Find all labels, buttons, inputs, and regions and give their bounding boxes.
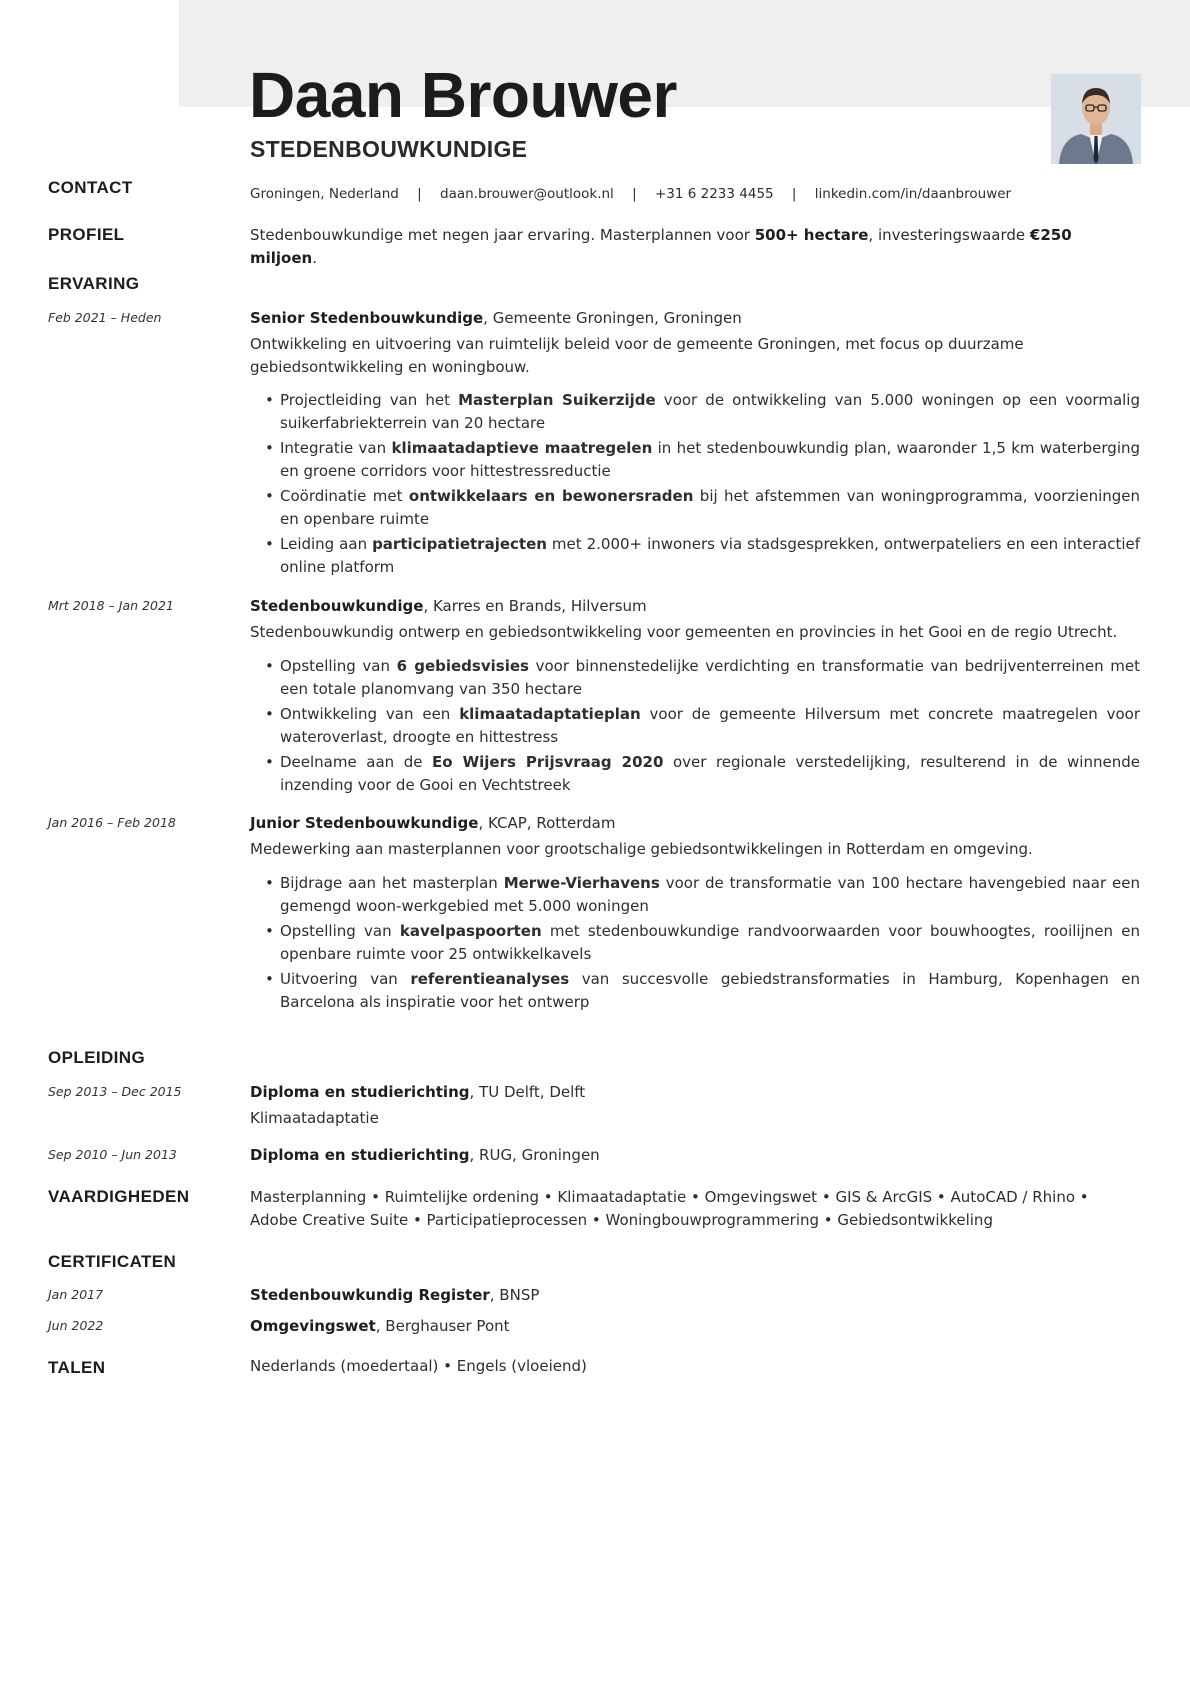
education-subject: Klimaatadaptatie bbox=[250, 1109, 379, 1127]
job-title-line bbox=[250, 814, 615, 832]
certificate-date: Jun 2022 bbox=[48, 1318, 104, 1333]
bullet-highlight: Merwe-Vierhavens bbox=[503, 874, 660, 892]
profile-highlight: 500+ hectare bbox=[754, 226, 869, 244]
bullet-icon: • bbox=[265, 705, 274, 723]
list-item bbox=[250, 485, 1140, 530]
bullet-text: Opstelling van bbox=[280, 657, 397, 675]
profile-text: Stedenbouwkundige met negen jaar ervaring. Masterplannen voor bbox=[250, 226, 755, 244]
education-date: Sep 2010 – Jun 2013 bbox=[48, 1147, 177, 1162]
bullet-text: met 2.000+ inwoners via stadsgesprekken, ontwerpateliers en een interactief online platform bbox=[280, 535, 1140, 576]
education-org: , TU Delft, Delft bbox=[469, 1083, 586, 1101]
job-title: Senior Stedenbouwkundige bbox=[250, 309, 484, 327]
bullet-highlight: Masterplan Suikerzijde bbox=[458, 391, 656, 409]
certificate-title-line bbox=[250, 1286, 539, 1304]
bullet-text: Leiding aan bbox=[280, 535, 373, 553]
bullet-text: van succesvolle gebiedstransformaties in Hamburg, Kopenhagen en Barcelona als inspiratie voor het ontwerp bbox=[280, 970, 1140, 1011]
list-item bbox=[250, 655, 1140, 700]
section-languages: TALEN bbox=[48, 1358, 106, 1377]
contact-separator: | bbox=[791, 186, 797, 202]
bullet-text: met stedenbouwkundige randvoorwaarden voor bouwhoogtes, rooilijnen en openbare ruimte voor 25 ontwikkelkavels bbox=[280, 922, 1140, 963]
contact-location: Groningen, Nederland bbox=[250, 186, 399, 202]
bullet-highlight: kavelpaspoorten bbox=[399, 922, 542, 940]
bullet-text: in het stedenbouwkundig plan, waaronder 1,5 km waterberging en groene corridors voor hittestressreductie bbox=[280, 439, 1141, 480]
list-item bbox=[250, 920, 1140, 965]
job-org: , Karres en Brands, Hilversum bbox=[423, 597, 647, 615]
bullet-text: voor de ontwikkeling van 5.000 woningen op een voormalig suikerfabriekterrein van 20 hectare bbox=[280, 391, 1140, 432]
contact-phone[interactable]: +31 6 2233 4455 bbox=[654, 186, 774, 202]
bullet-text: Deelname aan de bbox=[280, 753, 433, 771]
bullet-highlight: participatietrajecten bbox=[372, 535, 547, 553]
bullet-icon: • bbox=[265, 657, 274, 675]
job-title-line bbox=[250, 597, 647, 615]
contact-separator: | bbox=[632, 186, 637, 202]
bullet-icon: • bbox=[265, 874, 274, 892]
job-description: Ontwikkeling en uitvoering van ruimtelijk beleid voor de gemeente Groningen, met focus op duurzame gebiedsontwikkeling en woningbouw. bbox=[250, 335, 1024, 376]
bullet-text: Coördinatie met bbox=[280, 487, 409, 505]
job-title-line bbox=[250, 309, 742, 327]
bullet-text: voor de transformatie van 100 hectare havengebied naar een gemengd woon-werkgebied met 5.000 woningen bbox=[280, 874, 1140, 915]
bullet-text: bij het afstemmen van woningprogramma, voorzieningen en openbare ruimte bbox=[280, 487, 1141, 528]
education-title: Diploma en studierichting bbox=[250, 1146, 470, 1164]
contact-separator: | bbox=[417, 186, 422, 202]
bullet-icon: • bbox=[265, 753, 274, 771]
section-certificates: CERTIFICATEN bbox=[48, 1252, 177, 1271]
education-title-line bbox=[250, 1083, 585, 1101]
list-item bbox=[250, 751, 1140, 796]
job-org: , KCAP, Rotterdam bbox=[478, 814, 616, 832]
certificate-title-line bbox=[250, 1317, 510, 1335]
job-bullets bbox=[250, 389, 1140, 581]
certificate-title: Omgevingswet bbox=[250, 1317, 376, 1335]
certificate-org: , BNSP bbox=[489, 1286, 540, 1304]
list-item bbox=[250, 533, 1140, 578]
bullet-text: Integratie van bbox=[280, 439, 392, 457]
section-skills: VAARDIGHEDEN bbox=[48, 1187, 190, 1206]
candidate-name: Daan Brouwer bbox=[249, 59, 677, 131]
profile-text: , investeringswaarde bbox=[868, 226, 1030, 244]
bullet-icon: • bbox=[265, 487, 274, 505]
section-experience: ERVARING bbox=[48, 274, 140, 293]
job-bullets bbox=[250, 655, 1140, 799]
list-item bbox=[250, 968, 1140, 1013]
job-bullets bbox=[250, 872, 1140, 1016]
list-item bbox=[250, 437, 1140, 482]
education-date: Sep 2013 – Dec 2015 bbox=[48, 1084, 182, 1099]
education-title-line bbox=[250, 1146, 600, 1164]
bullet-icon: • bbox=[265, 970, 274, 988]
bullet-highlight: ontwikkelaars en bewonersraden bbox=[408, 487, 694, 505]
contact-linkedin[interactable]: linkedin.com/in/daanbrouwer bbox=[814, 186, 1012, 202]
list-item bbox=[250, 703, 1140, 748]
bullet-icon: • bbox=[265, 391, 274, 409]
education-title: Diploma en studierichting bbox=[250, 1083, 470, 1101]
education-org: , RUG, Groningen bbox=[469, 1146, 600, 1164]
job-date: Mrt 2018 – Jan 2021 bbox=[48, 598, 174, 613]
bullet-icon: • bbox=[265, 439, 274, 457]
bullet-icon: • bbox=[265, 922, 274, 940]
section-profile: PROFIEL bbox=[48, 225, 125, 244]
profile-photo bbox=[1051, 74, 1141, 164]
bullet-highlight: 6 gebiedsvisies bbox=[396, 657, 529, 675]
job-date: Jan 2016 – Feb 2018 bbox=[48, 815, 176, 830]
profile-highlight: €250 miljoen bbox=[250, 226, 1072, 267]
certificate-title: Stedenbouwkundig Register bbox=[250, 1286, 490, 1304]
candidate-role: STEDENBOUWKUNDIGE bbox=[250, 136, 528, 162]
bullet-text: voor de gemeente Hilversum met concrete maatregelen voor wateroverlast, droogte en hittestress bbox=[280, 705, 1141, 746]
skills-list: Masterplanning • Ruimtelijke ordening • Klimaatadaptatie • Omgevingswet • GIS & ArcGIS • AutoCAD / Rhino • Adobe Creative Suite • Participatieprocessen • Woningbouwprogrammering • Gebiedsontwikkeling bbox=[250, 1188, 1089, 1229]
bullet-text: Ontwikkeling van een bbox=[280, 705, 460, 723]
job-title: Stedenbouwkundige bbox=[250, 597, 424, 615]
bullet-text: Projectleiding van het bbox=[280, 391, 459, 409]
certificate-org: , Berghauser Pont bbox=[375, 1317, 510, 1335]
languages-list: Nederlands (moedertaal) • Engels (vloeiend) bbox=[250, 1357, 587, 1375]
profile-text: . bbox=[312, 248, 317, 267]
list-item bbox=[250, 389, 1140, 434]
portrait-icon bbox=[1051, 74, 1141, 164]
bullet-highlight: referentieanalyses bbox=[410, 970, 570, 988]
bullet-highlight: klimaatadaptatieplan bbox=[459, 705, 641, 723]
job-org: , Gemeente Groningen, Groningen bbox=[483, 309, 742, 327]
bullet-text: voor binnenstedelijke verdichting en transformatie van bedrijventerreinen met een totale planomvang van 350 hectare bbox=[280, 657, 1140, 698]
section-education: OPLEIDING bbox=[48, 1048, 146, 1067]
bullet-highlight: klimaatadaptieve maatregelen bbox=[391, 439, 653, 457]
bullet-text: Uitvoering van bbox=[280, 970, 411, 988]
job-title: Junior Stedenbouwkundige bbox=[250, 814, 479, 832]
bullet-text: over regionale verstedelijking, resulterend in de winnende inzending voor de Gooi en Vechtstreek bbox=[280, 753, 1140, 794]
bullet-highlight: Eo Wijers Prijsvraag 2020 bbox=[432, 753, 664, 771]
contact-email[interactable]: daan.brouwer@outlook.nl bbox=[440, 186, 614, 202]
certificate-date: Jan 2017 bbox=[48, 1287, 104, 1302]
job-description: Stedenbouwkundig ontwerp en gebiedsontwikkeling voor gemeenten en provincies in het Gooi en de regio Utrecht. bbox=[250, 623, 1118, 641]
section-contact: CONTACT bbox=[48, 178, 133, 197]
profile-summary bbox=[250, 224, 1140, 269]
job-description: Medewerking aan masterplannen voor grootschalige gebiedsontwikkelingen in Rotterdam en omgeving. bbox=[250, 840, 1033, 858]
list-item bbox=[250, 872, 1140, 917]
bullet-text: Opstelling van bbox=[280, 922, 400, 940]
bullet-icon: • bbox=[265, 535, 274, 553]
contact-line bbox=[250, 186, 1011, 202]
bullet-text: Bijdrage aan het masterplan bbox=[280, 874, 504, 892]
job-date: Feb 2021 – Heden bbox=[48, 310, 162, 325]
